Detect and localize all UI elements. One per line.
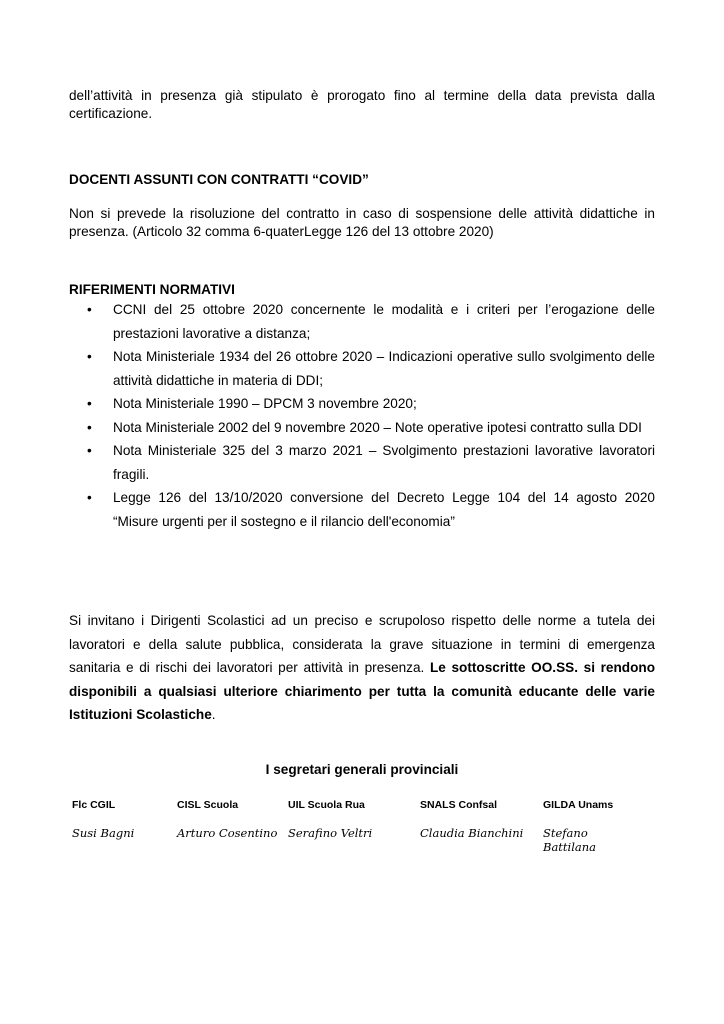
list-item	[69, 416, 655, 440]
signer-gilda-unams	[543, 798, 653, 854]
covid-section-heading: DOCENTI ASSUNTI CON CONTRATTI “COVID”	[69, 172, 369, 187]
signer-org: GILDA Unams	[543, 799, 614, 811]
signers-title: I segretari generali provinciali	[265, 762, 459, 777]
closing-text: Si invitano i Dirigenti Scolastici ad un preciso e scrupoloso rispetto delle norme a tutela dei lavoratori e della salute pubblica, considerata la grave situazione in termini di emergenza sanitaria e di rischi dei lavoratori per attività in presenza.	[69, 613, 655, 675]
bullet-icon: •	[87, 490, 92, 505]
list-item	[69, 298, 655, 345]
signer-name: Claudia Bianchini	[420, 826, 524, 840]
signer-snals-confsal	[420, 798, 550, 840]
signer-org: Flc CGIL	[72, 799, 116, 811]
closing-bold-suffix: .	[211, 707, 216, 722]
signer-name: Arturo Cosentino	[177, 826, 278, 840]
reference-text: Legge 126 del 13/10/2020 conversione del Decreto Legge 104 del 14 agosto 2020 “Misure urgenti per il sostegno e il rilancio dell'economia”	[113, 490, 655, 529]
list-item	[69, 486, 655, 533]
intro-paragraph: dell’attività in presenza già stipulato è prorogato fino al termine della data prevista dalla certificazione.	[69, 88, 655, 121]
reference-text: CCNI del 25 ottobre 2020 concernente le modalità e i criteri per l’erogazione delle prestazioni lavorative a distanza;	[113, 302, 655, 341]
reference-text: Nota Ministeriale 325 del 3 marzo 2021 – Svolgimento prestazioni lavorative lavoratori fragili.	[113, 443, 655, 482]
bullet-icon: •	[87, 396, 92, 411]
bullet-icon: •	[87, 302, 92, 317]
covid-section-paragraph: Non si prevede la risoluzione del contratto in caso di sospensione delle attività didattiche in presenza. (Articolo 32 comma 6-quaterLegge 126 del 13 ottobre 2020)	[69, 206, 655, 239]
reference-text: Nota Ministeriale 2002 del 9 novembre 2020 – Note operative ipotesi contratto sulla DDI	[113, 419, 642, 435]
signer-name: Susi Bagni	[72, 826, 135, 840]
list-item	[69, 345, 655, 392]
signer-org: CISL Scuola	[177, 799, 239, 811]
references-list	[69, 298, 655, 533]
bullet-icon: •	[87, 349, 92, 364]
signer-name: Stefano Battilana	[543, 826, 597, 854]
signer-org: SNALS Confsal	[420, 799, 498, 811]
reference-text: Nota Ministeriale 1934 del 26 ottobre 2020 – Indicazioni operative sullo svolgimento delle attività didattiche in materia di DDI;	[113, 349, 655, 388]
signer-org: UIL Scuola Rua	[288, 799, 365, 811]
closing-paragraph	[69, 609, 655, 727]
bullet-icon: •	[87, 443, 92, 458]
references-heading: RIFERIMENTI NORMATIVI	[69, 282, 235, 297]
closing-bold-text: Le sottoscritte OO.SS. si rendono disponibili a qualsiasi ulteriore chiarimento per tutta la comunità educante delle varie Istituzioni Scolastiche	[69, 660, 655, 722]
bullet-icon: •	[87, 419, 92, 435]
list-item	[69, 392, 655, 416]
reference-text: Nota Ministeriale 1990 – DPCM 3 novembre 2020;	[113, 396, 417, 411]
signer-name: Serafino Veltri	[288, 826, 373, 840]
list-item	[69, 439, 655, 486]
signer-uil-scuola-rua	[288, 798, 418, 840]
